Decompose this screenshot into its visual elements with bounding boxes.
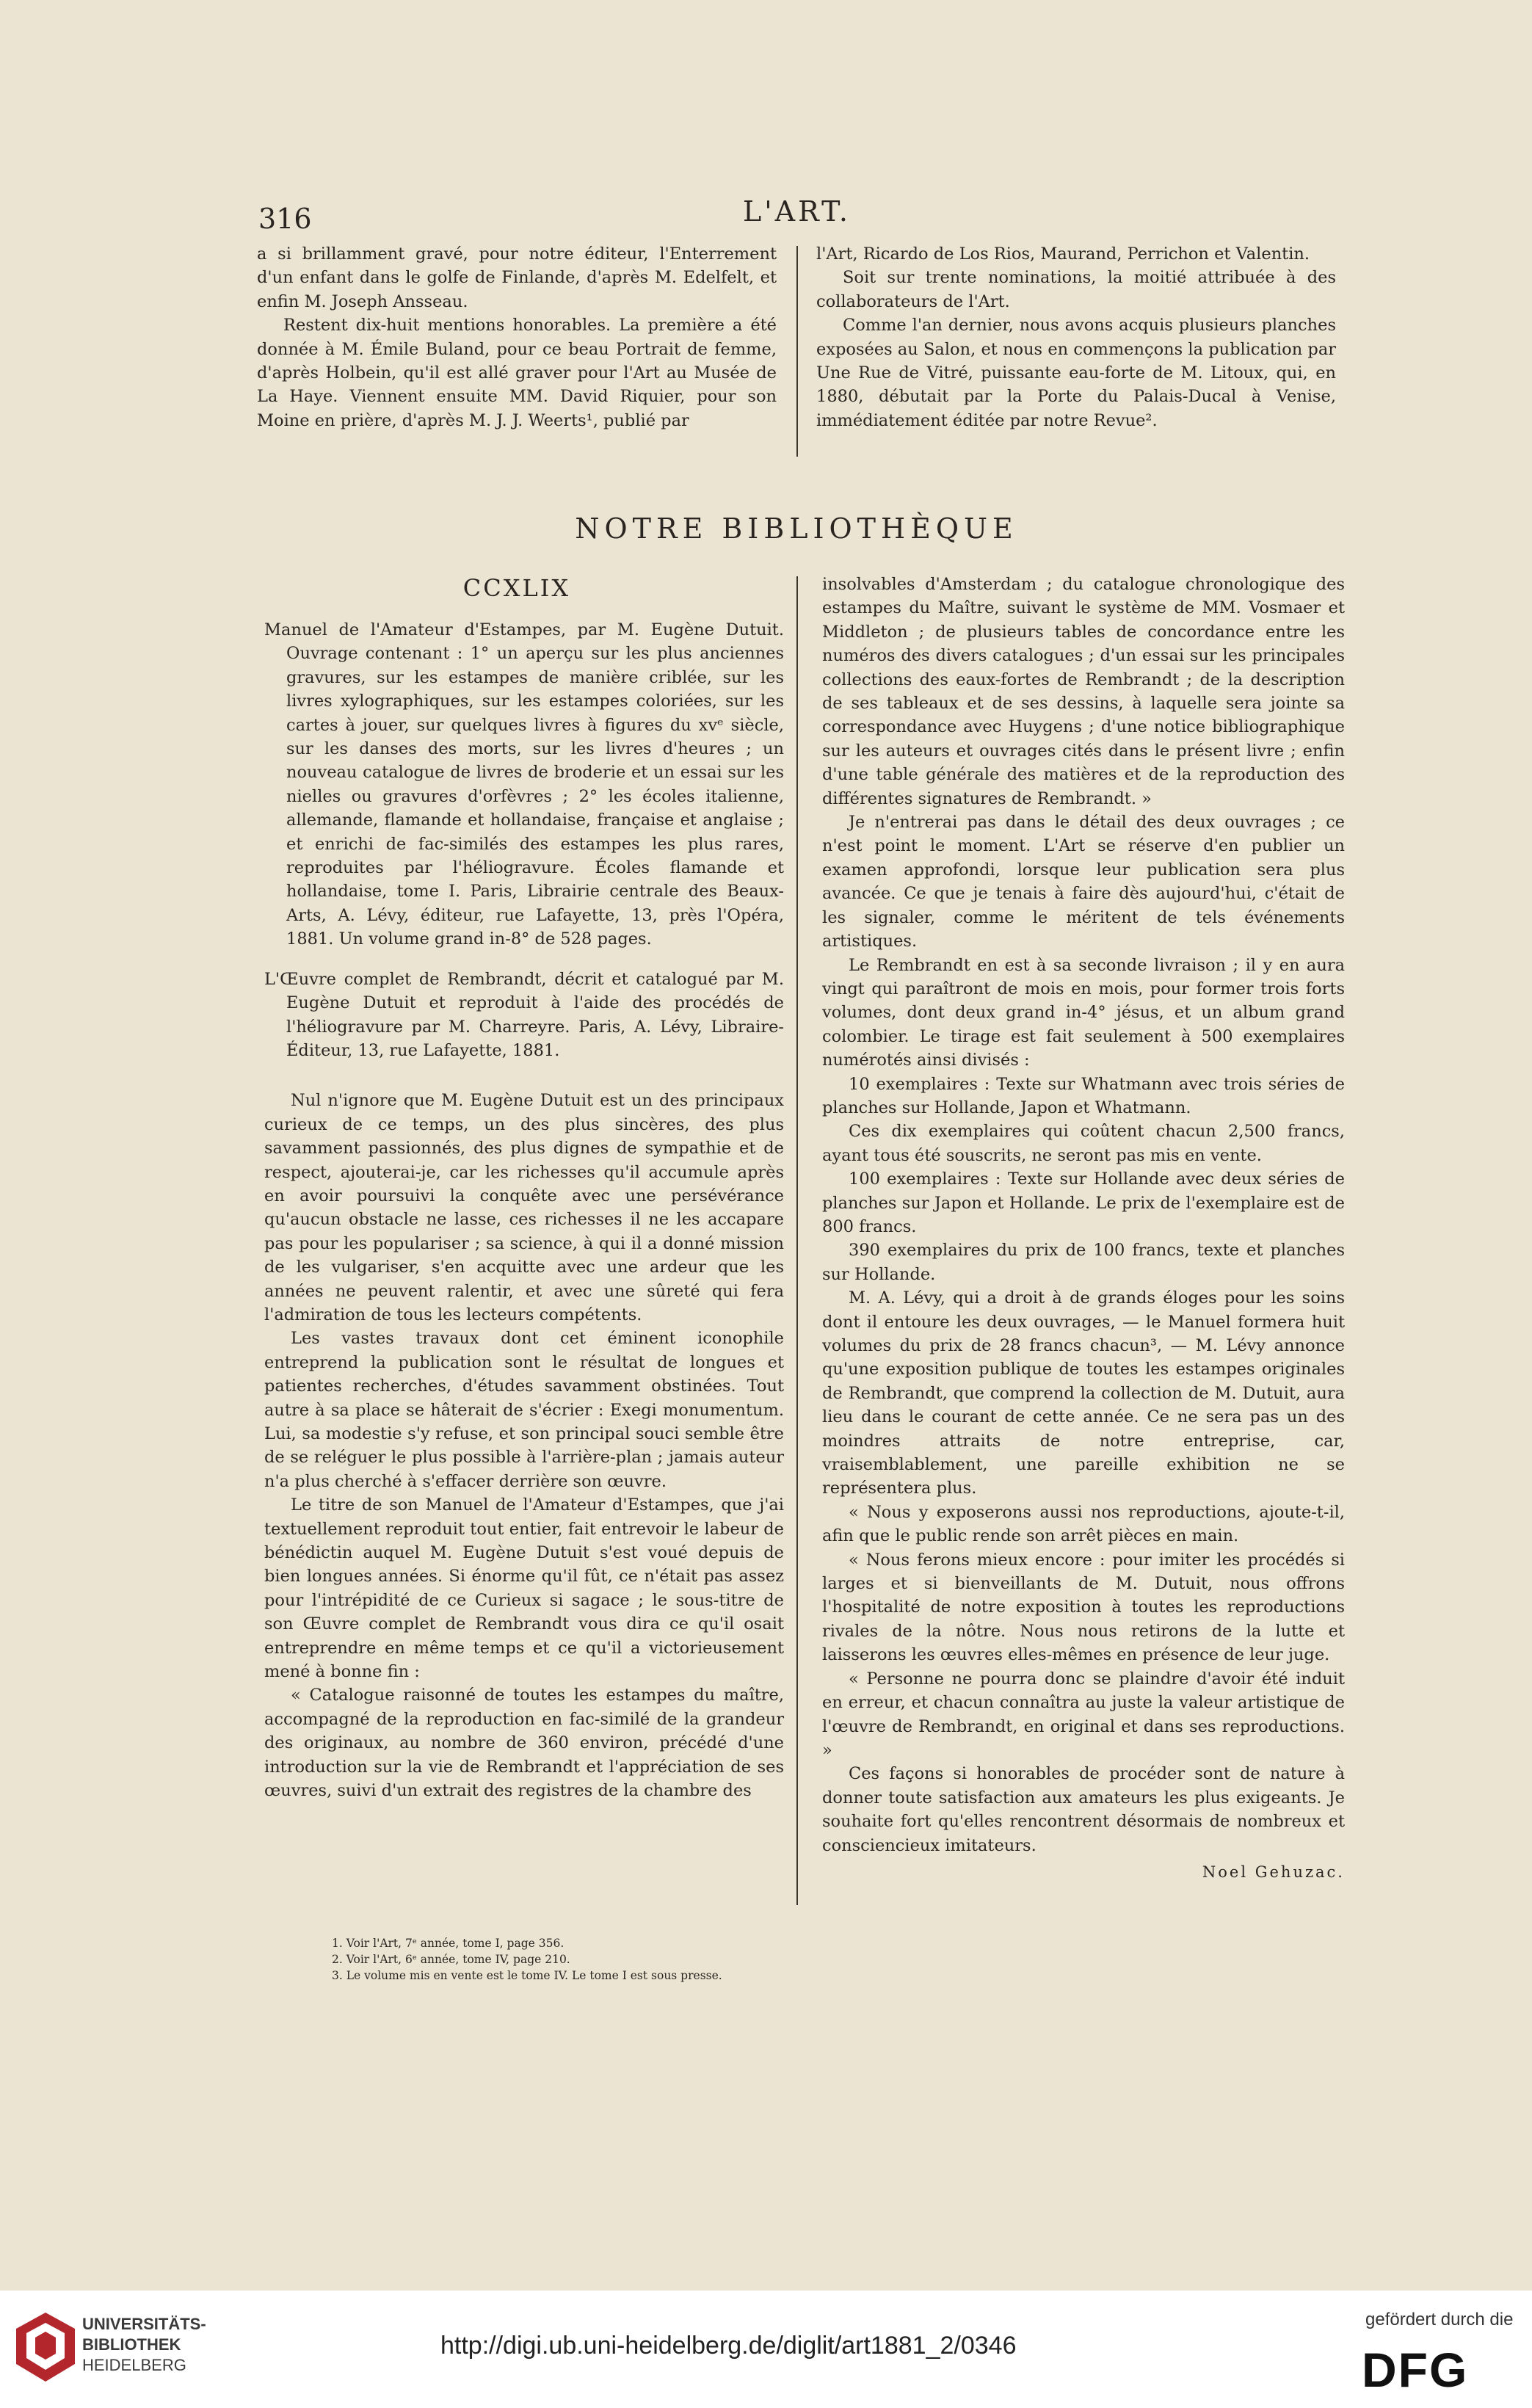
funded-by-label: gefördert durch die [1365,2310,1514,2329]
column-rule [796,246,798,457]
library-name [82,2314,206,2376]
paragraph: Nul n'ignore que M. Eugène Dutuit est un des principaux curieux de ce temps, un des plus sincères, des plus savamment passionnés, des plus dignes de sympathie et de respect, ajouterai-je, car les richesses qu'il accumule après en avoir poursuivi la conquête avec une persévérance qu'aucun obstacle ne lasse, ces richesses il ne les accapare pas pour les populariser ; sa science, à qui il a donné mission de les vulgariser, s'en acquitte avec une ardeur que les années ne peuvent ralentir, et avec une sûreté qui fera l'admiration de tous les lecteurs compétents. [264,1091,784,1324]
section-title: NOTRE BIBLIOTHÈQUE [575,512,1018,545]
footnotes [332,1935,992,1984]
entry-number: CCXLIX [462,574,571,602]
page-number: 316 [258,203,312,235]
paragraph: Ces façons si honorables de procéder sont de nature à donner toute satisfaction aux amateurs les plus exigeants. Je souhaite fort qu'elles rencontrent désormais de nombreux et consciencieux imitateurs. [822,1764,1345,1855]
library-line: BIBLIOTHEK [82,2335,181,2354]
paragraph: Les vastes travaux dont cet éminent iconophile entreprend la publication sont le résultat de longues et patientes recherches, d'études savamment obstinées. Tout autre à sa place se hâterait de s'écrier : Exegi monumentum. Lui, sa modestie s'y refuse, et son principal souci semble être de se reléguer le plus possible à l'arrière-plan ; jamais auteur n'a plus cherché à s'effacer derrière son œuvre. [264,1329,784,1491]
paragraph: Le Rembrandt en est à sa seconde livraison ; il y en aura vingt qui paraîtront de mois en mois, pour former trois forts volumes, dont deux grand in-4° jésus, et un album grand colombier. Le tirage est fait seulement à 500 exemplaires numérotés ainsi divisés : [822,955,1345,1070]
footnote: 2. Voir l'Art, 6ᵉ année, tome IV, page 210. [332,1953,570,1966]
paragraph: Soit sur trente nominations, la moitié attribuée à des collaborateurs de l'Art. [816,268,1336,311]
paragraph: 100 exemplaires : Texte sur Hollande avec deux séries de planches sur Japon et Hollande. Le prix de l'exemplaire est de 800 francs. [822,1169,1345,1236]
paragraph: « Nous y exposerons aussi nos reproductions, ajoute-t-il, afin que le public rende son arrêt pièces en main. [822,1502,1345,1546]
paragraph: « Personne ne pourra donc se plaindre d'avoir été induit en erreur, et chacun connaîtra au juste la valeur artistique de l'œuvre de Rembrandt, en original et dans ses reproductions. » [822,1669,1345,1760]
dfg-logo: DFG [1362,2343,1469,2397]
paragraph: Le titre de son Manuel de l'Amateur d'Estampes, que j'ai textuellement reproduit tout entier, fait entrevoir le labeur de bénédictin auquel M. Eugène Dutuit s'est voué depuis de bien longues années. Si énorme qu'il fût, ce n'était pas assez pour l'intrépidité de ce Curieux si sagace ; le sous-titre de son Œuvre complet de Rembrandt vous dira ce qu'il osait entreprendre en même temps et ce qu'il a victorieusement mené à bonne fin : [264,1495,784,1682]
paragraph: insolvables d'Amsterdam ; du catalogue chronologique des estampes du Maître, suivant le système de MM. Vosmaer et Middleton ; de plusieurs tables de concordance entre les numéros des divers catalogues ; d'un essai sur les principales collections des eaux-fortes de Rembrandt ; de la description de ses tableaux et de ses dessins, à laquelle sera jointe sa correspondance avec Huygens ; d'une notice bibliographique sur les auteurs et ouvrages cités dans le présent livre ; enfin d'une table générale des matières et de la reproduction des différentes signatures de Rembrandt. » [822,575,1345,808]
paragraph: « Nous ferons mieux encore : pour imiter les procédés si larges et si bienveillants de M. Dutuit, nous offrons l'hospitalité de notre exposition à toutes les reproductions rivales de la nôtre. Nous nous retirons de la lutte et laisserons les œuvres elles-mêmes en présence de leur juge. [822,1550,1345,1665]
top-left-column [257,242,777,432]
signature: Noel Gehuzac. [1202,1863,1345,1881]
permalink-url[interactable]: http://digi.ub.uni-heidelberg.de/diglit/art1881_2/0346 [440,2332,1017,2360]
paragraph: M. A. Lévy, qui a droit à de grands éloges pour les soins dont il entoure les deux ouvrages, — le Manuel formera huit volumes du prix de 28 francs chacun³, — M. Lévy annonce qu'une exposition publique de toutes les estampes originales de Rembrandt, que comprend la collection de M. Dutuit, aura lieu dans le courant de cette année. Ce ne sera pas un des moindres attraits de notre entreprise, car, vraisemblablement, une pareille exhibition ne se représentera plus. [822,1288,1345,1498]
right-column [822,573,1345,1884]
paragraph: Ces dix exemplaires qui coûtent chacun 2,500 francs, ayant tous été souscrits, ne seront pas mis en vente. [822,1122,1345,1165]
bibliographic-entry: Manuel de l'Amateur d'Estampes, par M. Eugène Dutuit. Ouvrage contenant : 1° un aperçu sur les plus anciennes gravures, sur les estampes de manière criblée, sur les livres xylographiques, sur les estampes coloriées, sur les cartes à jouer, sur quelques livres à figures du xvᵉ siècle, sur les danses des morts, sur les livres d'heures ; un nouveau catalogue de livres de broderie et un essai sur les nielles ou gravures d'orfèvres ; 2° les écoles italienne, allemande, flamande et hollandaise, française et anglaise ; et enrichi de fac-similés des estampes les plus rares, reproduites par l'héliogravure. Écoles flamande et hollandaise, tome I. Paris, Librairie centrale des Beaux-Arts, A. Lévy, éditeur, rue Lafayette, 13, près l'Opéra, 1881. Un volume grand in-8° de 528 pages. [264,620,784,949]
left-column [264,618,784,1803]
column-rule [796,576,798,1905]
paragraph: 10 exemplaires : Texte sur Whatmann avec trois séries de planches sur Hollande, Japon et Whatmann. [822,1074,1345,1117]
footnote: 1. Voir l'Art, 7ᵉ année, tome I, page 356. [332,1937,564,1950]
paragraph: a si brillamment gravé, pour notre éditeur, l'Enterrement d'un enfant dans le golfe de Finlande, d'après M. Edelfelt, et enfin M. Joseph Ansseau. [257,244,777,311]
viewer-footer [0,2291,1532,2408]
bibliographic-entry: L'Œuvre complet de Rembrandt, décrit et catalogué par M. Eugène Dutuit et reproduit à l'aide des procédés de l'héliogravure par M. Charreyre. Paris, A. Lévy, Libraire-Éditeur, 13, rue Lafayette, 1881. [264,969,784,1060]
paragraph: l'Art, Ricardo de Los Rios, Maurand, Perrichon et Valentin. [816,244,1310,264]
paragraph: Restent dix-huit mentions honorables. La première a été donnée à M. Émile Buland, pour ce beau Portrait de femme, d'après Holbein, qu'il est allé graver pour l'Art au Musée de La Haye. Viennent ensuite MM. David Riquier, pour son Moine en prière, d'après M. J. J. Weerts¹, publié par [257,316,777,430]
top-right-column [816,242,1336,432]
footnote: 3. Le volume mis en vente est le tome IV. Le tome I est sous presse. [332,1969,722,1982]
running-head: L'ART. [743,195,851,228]
paragraph: « Catalogue raisonné de toutes les estampes du maître, accompagné de la reproduction en fac-similé de la grandeur des originaux, au nombre de 360 environ, précédé d'une introduction sur la vie de Rembrandt et l'appréciation de ses œuvres, suivi d'un extrait des registres de la chambre des [264,1686,784,1801]
library-line: HEIDELBERG [82,2356,186,2374]
paragraph: Je n'entrerai pas dans le détail des deux ouvrages ; ce n'est point le moment. L'Art se réserve d'en publier un examen approfondi, lorsque leur publication sera plus avancée. Ce que je tenais à faire dès aujourd'hui, c'était de les signaler, comme le méritent de tels événements artistiques. [822,813,1345,951]
library-line: UNIVERSITÄTS- [82,2315,206,2333]
paragraph: 390 exemplaires du prix de 100 francs, texte et planches sur Hollande. [822,1241,1345,1284]
paragraph: Comme l'an dernier, nous avons acquis plusieurs planches exposées au Salon, et nous en commençons la publication par Une Rue de Vitré, puissante eau-forte de M. Litoux, qui, en 1880, débutait par la Porte du Palais-Ducal à Venise, immédiatement éditée par notre Revue². [816,316,1336,430]
